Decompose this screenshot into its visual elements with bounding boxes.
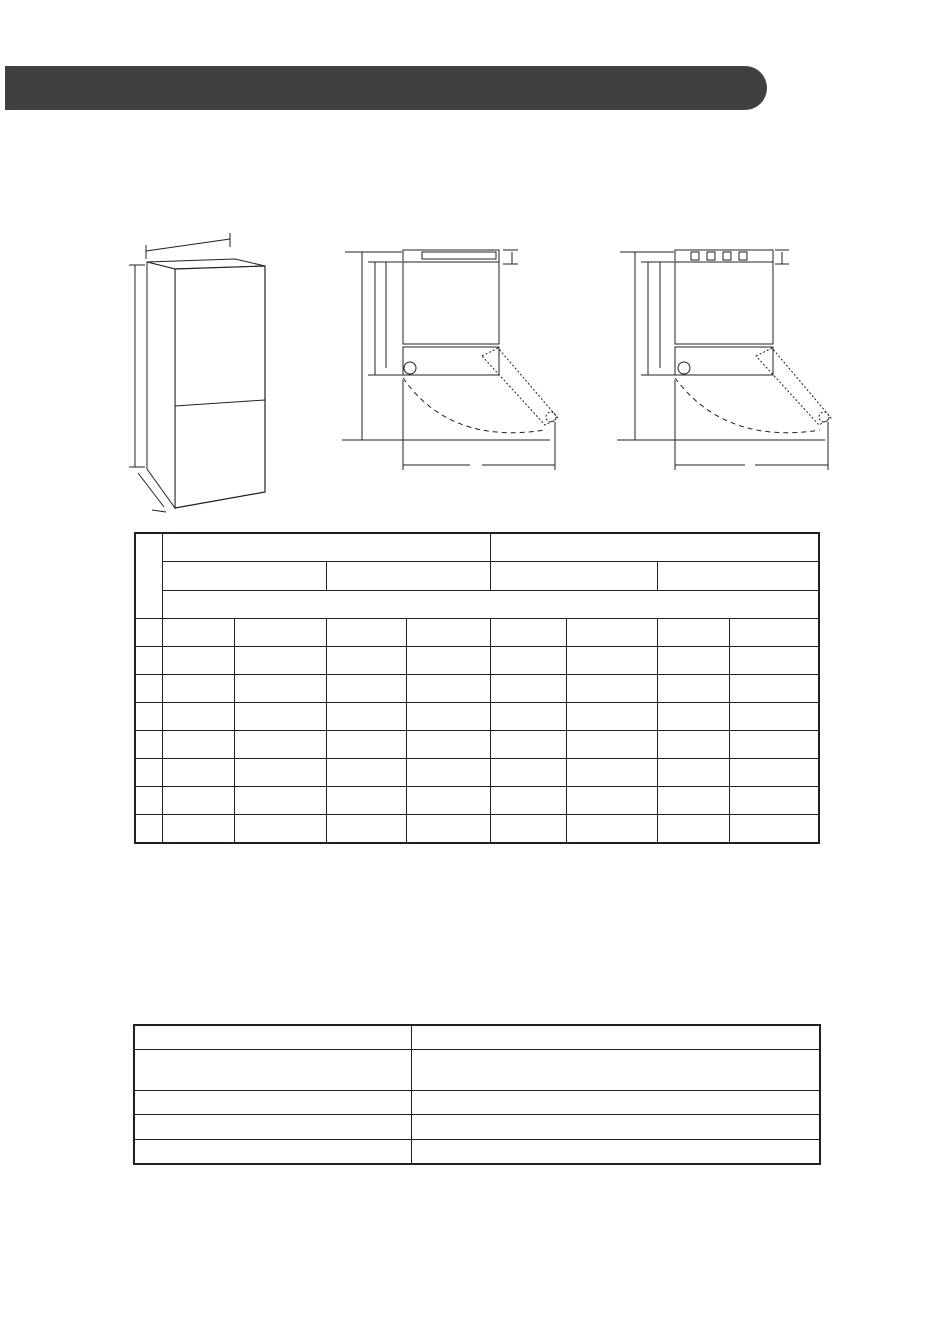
group-header-1 (162, 533, 490, 562)
table-cell (234, 647, 326, 675)
corner-cell (135, 533, 162, 619)
table-cell (490, 815, 566, 844)
table-cell (326, 759, 406, 787)
unit-header (162, 590, 819, 618)
door-swing-figure-1 (340, 240, 565, 475)
table-cell (566, 759, 657, 787)
row-label (135, 787, 162, 815)
table-cell (566, 731, 657, 759)
table-cell (162, 703, 234, 731)
table-row (134, 1091, 820, 1115)
table-cell (406, 647, 490, 675)
table-row (134, 1115, 820, 1140)
table-cell (162, 675, 234, 703)
table-cell (326, 731, 406, 759)
table-cell (729, 647, 819, 675)
table-cell (326, 647, 406, 675)
spec-label (134, 1115, 411, 1140)
table-cell (566, 675, 657, 703)
table-cell (657, 703, 729, 731)
spec-label (134, 1025, 411, 1050)
group-header-2 (490, 533, 819, 562)
row-label (135, 815, 162, 844)
table-cell (234, 731, 326, 759)
table-cell (234, 815, 326, 844)
spec-label (134, 1140, 411, 1165)
table-cell (406, 787, 490, 815)
table-cell (234, 759, 326, 787)
table-cell (234, 675, 326, 703)
table-cell (162, 787, 234, 815)
table-cell (657, 647, 729, 675)
table-cell (657, 815, 729, 844)
table-cell (490, 675, 566, 703)
table-cell (162, 815, 234, 844)
row-label (135, 675, 162, 703)
table-cell (657, 675, 729, 703)
table-cell (490, 619, 566, 647)
table-row (135, 815, 819, 844)
table-cell (490, 647, 566, 675)
table-cell (566, 647, 657, 675)
spec-value (411, 1025, 820, 1050)
table-row (134, 1025, 820, 1050)
table-cell (234, 619, 326, 647)
table-cell (729, 787, 819, 815)
table-row (134, 1140, 820, 1165)
specification-table (133, 1024, 821, 1165)
table-cell (406, 731, 490, 759)
table-row (135, 675, 819, 703)
spec-label (134, 1050, 411, 1091)
table-cell (490, 759, 566, 787)
table-cell (657, 787, 729, 815)
table-cell (406, 815, 490, 844)
table-cell (162, 647, 234, 675)
subgroup-header-4 (657, 562, 819, 590)
table-cell (326, 787, 406, 815)
door-swing-figure-2 (615, 240, 840, 475)
spec-value (411, 1091, 820, 1115)
table-cell (566, 787, 657, 815)
table-cell (729, 815, 819, 844)
table-row (135, 787, 819, 815)
table-cell (729, 703, 819, 731)
row-label (135, 647, 162, 675)
table-cell (657, 731, 729, 759)
row-label (135, 759, 162, 787)
table-cell (326, 815, 406, 844)
table-cell (326, 619, 406, 647)
table-cell (406, 703, 490, 731)
table-row (135, 703, 819, 731)
table-row (135, 647, 819, 675)
table-cell (234, 703, 326, 731)
table-cell (326, 675, 406, 703)
table-row (134, 1050, 820, 1091)
table-cell (566, 815, 657, 844)
table-cell (729, 675, 819, 703)
table-cell (729, 619, 819, 647)
table-cell (566, 703, 657, 731)
table-cell (729, 759, 819, 787)
table-cell (729, 731, 819, 759)
row-label (135, 731, 162, 759)
row-label (135, 703, 162, 731)
table-cell (234, 787, 326, 815)
dimensions-table (134, 532, 820, 844)
table-cell (657, 759, 729, 787)
table-row (135, 619, 819, 647)
table-cell (657, 619, 729, 647)
table-cell (406, 675, 490, 703)
subgroup-header-2 (326, 562, 490, 590)
table-cell (162, 619, 234, 647)
table-cell (162, 759, 234, 787)
table-cell (490, 787, 566, 815)
spec-label (134, 1091, 411, 1115)
spec-value (411, 1140, 820, 1165)
cabinet-perspective-figure (120, 225, 280, 520)
row-label (135, 619, 162, 647)
subgroup-header-3 (490, 562, 657, 590)
subgroup-header-1 (162, 562, 326, 590)
table-cell (490, 703, 566, 731)
table-row (135, 731, 819, 759)
table-cell (566, 619, 657, 647)
table-cell (162, 731, 234, 759)
spec-value (411, 1050, 820, 1091)
table-cell (326, 703, 406, 731)
section-header-bar (5, 66, 767, 110)
table-cell (490, 731, 566, 759)
table-cell (406, 619, 490, 647)
table-cell (406, 759, 490, 787)
spec-value (411, 1115, 820, 1140)
table-row (135, 759, 819, 787)
